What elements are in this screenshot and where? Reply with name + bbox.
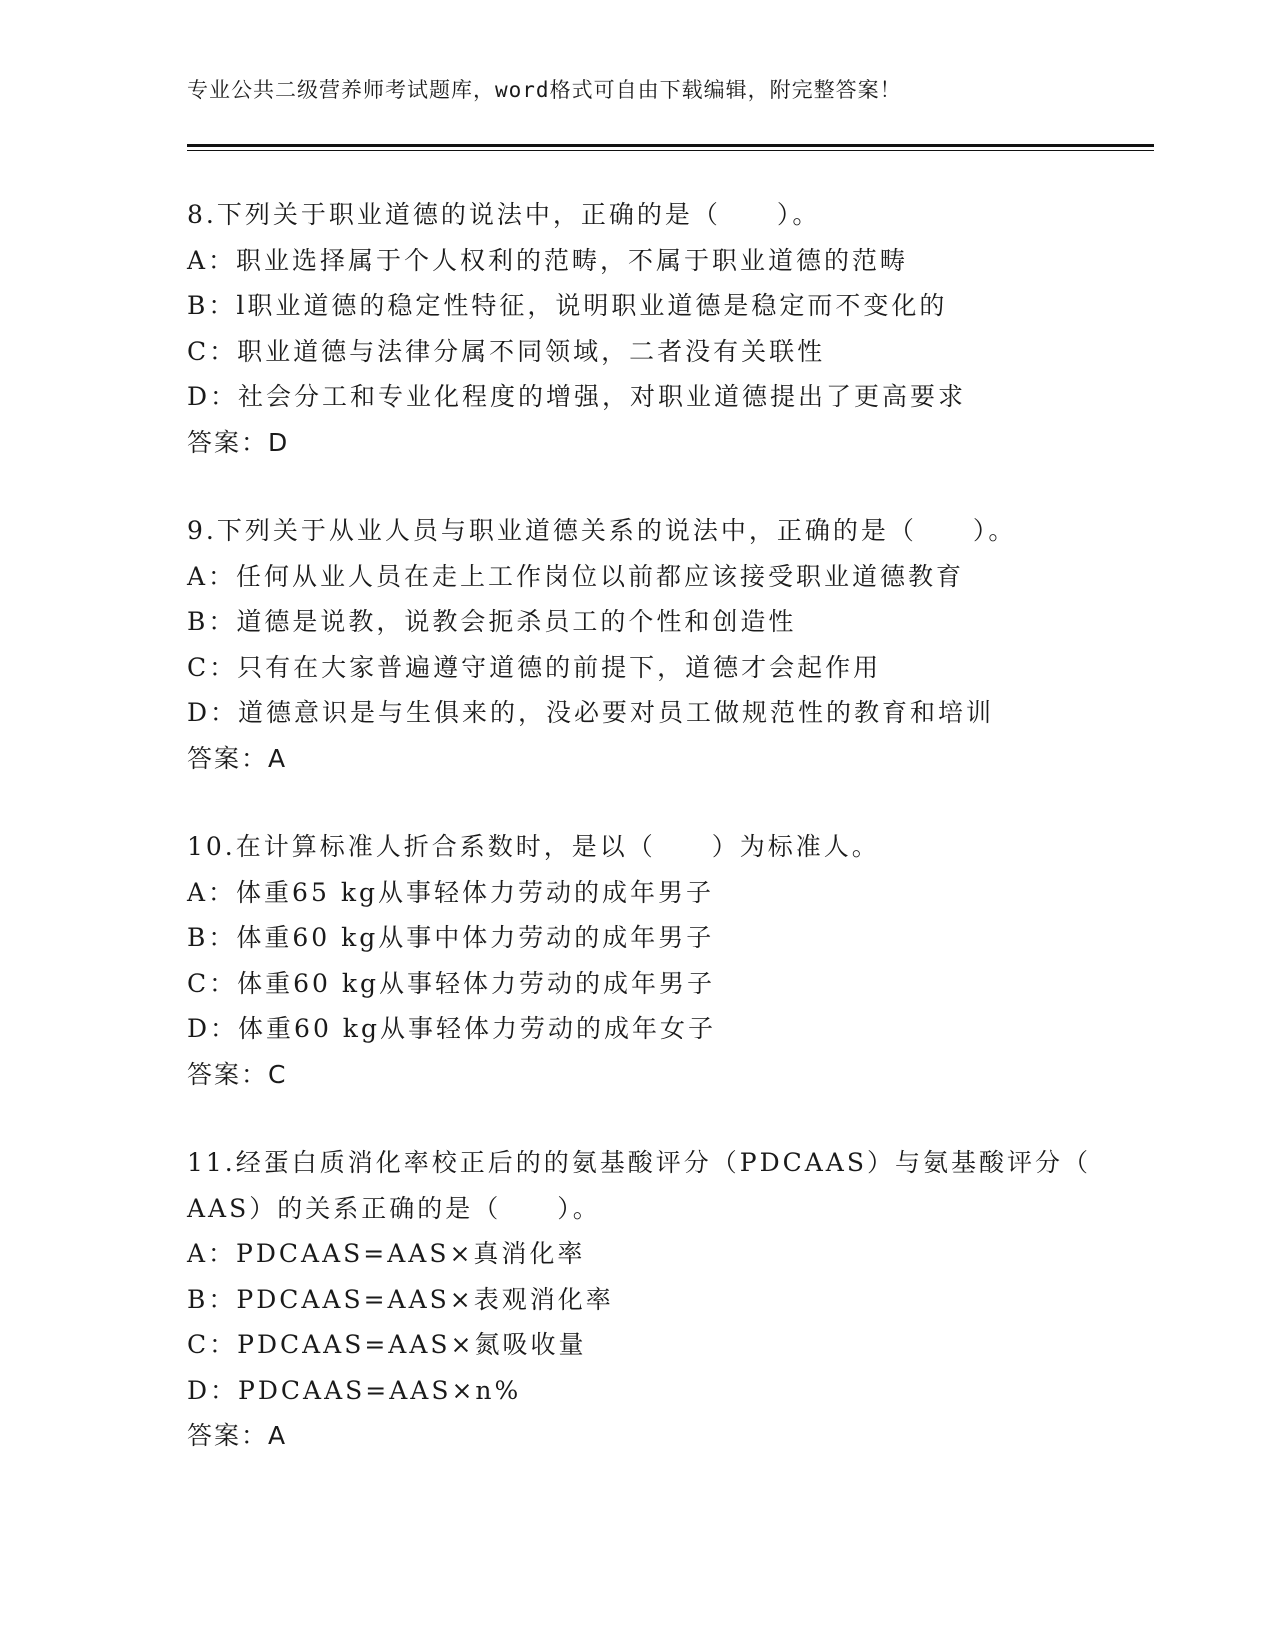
- question-stem-continued: AAS）的关系正确的是（ ）。: [187, 1193, 601, 1223]
- option-a: A：任何从业人员在走上工作岗位以前都应该接受职业道德教育: [187, 561, 965, 591]
- option-a: A：体重65 kg从事轻体力劳动的成年男子: [187, 877, 714, 907]
- question-stem: 11.经蛋白质消化率校正后的的氨基酸评分（PDCAAS）与氨基酸评分（: [187, 1148, 1091, 1177]
- page-header-title: 专业公共二级营养师考试题库，word格式可自由下载编辑，附完整答案！: [187, 78, 902, 102]
- option-c: C：只有在大家普遍遵守道德的前提下，道德才会起作用: [187, 652, 882, 682]
- header-divider-thick: [187, 144, 1154, 147]
- option-d: D：社会分工和专业化程度的增强，对职业道德提出了更高要求: [187, 382, 967, 411]
- question-stem: 10.在计算标准人折合系数时，是以（ ）为标准人。: [187, 832, 880, 861]
- answer-line: 答案：A: [187, 743, 288, 773]
- option-d: D：体重60 kg从事轻体力劳动的成年女子: [187, 1014, 716, 1043]
- option-c: C：职业道德与法律分属不同领域，二者没有关联性: [187, 336, 826, 366]
- answer-line: 答案：C: [187, 1059, 288, 1089]
- option-d: D：PDCAAS=AAS×n%: [187, 1375, 522, 1405]
- option-c: C：PDCAAS=AAS×氮吸收量: [187, 1330, 587, 1359]
- option-b: B：PDCAAS=AAS×表观消化率: [187, 1284, 614, 1314]
- option-a: A：职业选择属于个人权利的范畴，不属于职业道德的范畴: [187, 245, 909, 275]
- question-stem: 8.下列关于职业道德的说法中，正确的是（ ）。: [187, 200, 821, 229]
- option-c: C：体重60 kg从事轻体力劳动的成年男子: [187, 968, 716, 998]
- option-b: B：道德是说教，说教会扼杀员工的个性和创造性: [187, 607, 797, 636]
- option-d: D：道德意识是与生俱来的，没必要对员工做规范性的教育和培训: [187, 698, 995, 727]
- answer-line: 答案：A: [187, 1421, 288, 1450]
- header-divider-thin: [187, 150, 1154, 151]
- question-block-11: [187, 1140, 1091, 1459]
- question-block-9: [187, 508, 1087, 781]
- option-a: A：PDCAAS=AAS×真消化率: [187, 1239, 586, 1268]
- answer-line: 答案：D: [187, 427, 290, 457]
- option-b: B：l职业道德的稳定性特征，说明职业道德是稳定而不变化的: [187, 291, 948, 320]
- question-block-10: [187, 824, 1087, 1097]
- option-b: B：体重60 kg从事中体力劳动的成年男子: [187, 923, 715, 952]
- question-stem: 9.下列关于从业人员与职业道德关系的说法中，正确的是（ ）。: [187, 516, 1017, 545]
- question-block-8: [187, 192, 1087, 465]
